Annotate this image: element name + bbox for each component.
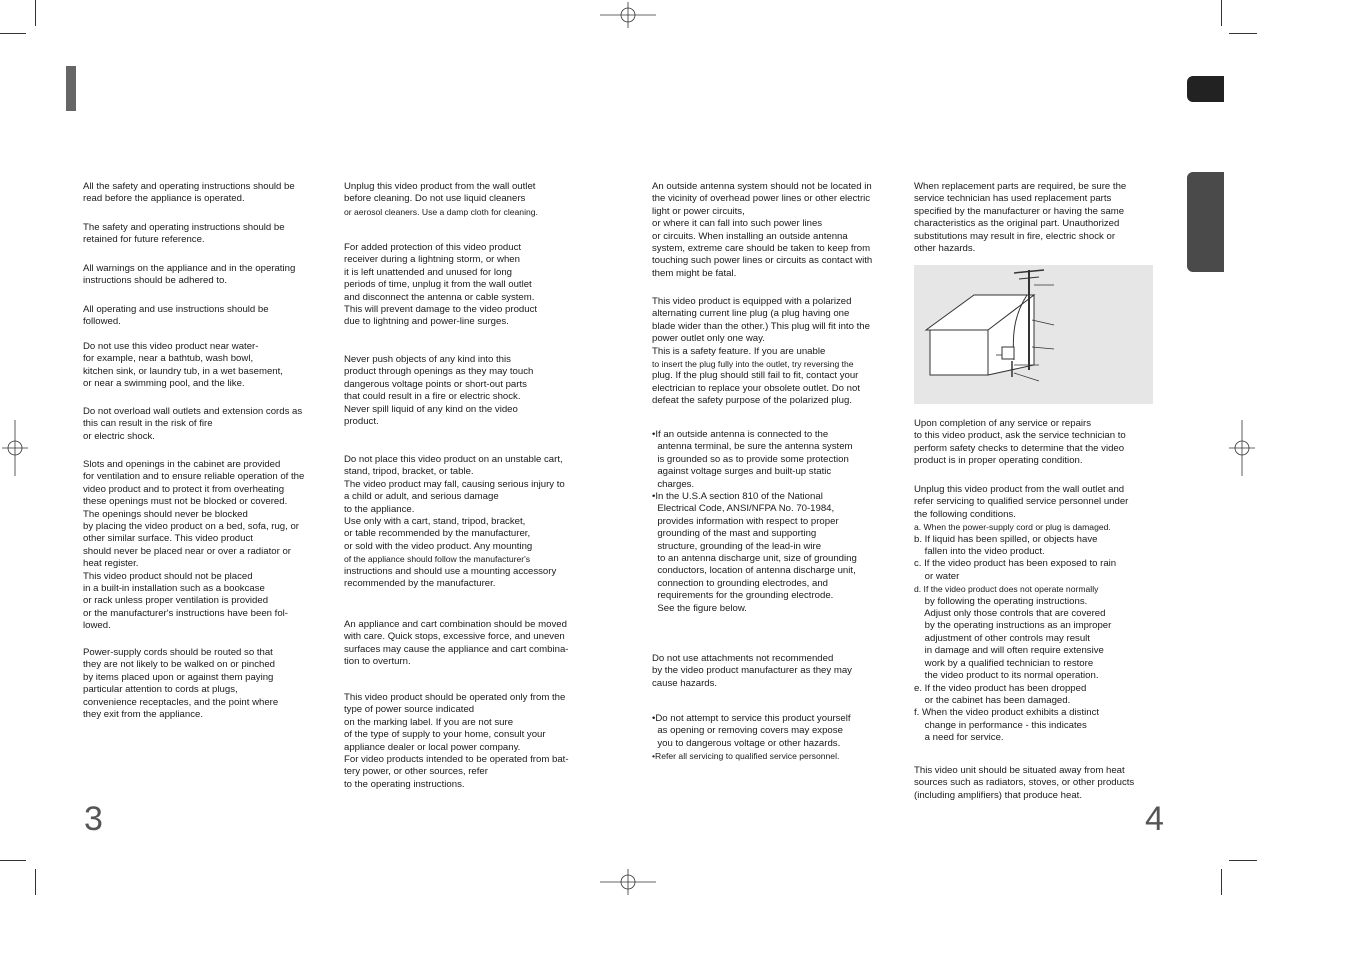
text-line: or the cabinet has been damaged.: [914, 694, 1071, 706]
text-line: or the manufacturer's instructions have been fol-: [83, 607, 289, 619]
text-line: For added protection of this video product: [344, 242, 522, 253]
text-line: in a built-in installation such as a bookcase: [83, 583, 265, 595]
text-line: followed.: [83, 316, 121, 328]
text-line: electrician to replace your obsolete outlet. Do not: [652, 382, 860, 394]
text-line: of the type of supply to your home, consult your: [344, 729, 546, 741]
section-bar: [66, 66, 76, 111]
text-line: Power-supply cords should be routed so that: [83, 647, 273, 658]
paragraph: [914, 418, 1126, 468]
text-line: is grounded so as to provide some protection: [652, 453, 849, 465]
text-line: or sold with the video product. Any mounting: [344, 540, 533, 552]
paragraph: [914, 765, 1134, 802]
registration-mark-top: [600, 2, 656, 28]
text-line: by placing the video product on a bed, sofa, rug, or: [83, 521, 299, 533]
language-tab: [1187, 172, 1224, 272]
text-line: kitchen sink, or laundry tub, in a wet basement,: [83, 365, 283, 377]
text-line: the following conditions.: [914, 508, 1016, 520]
text-line: a need for service.: [914, 732, 1004, 744]
paragraph: [83, 406, 302, 443]
text-line: conductors, location of antenna discharge unit,: [652, 565, 856, 577]
text-line: •In the U.S.A section 810 of the National: [652, 491, 823, 503]
text-line: or aerosol cleaners. Use a damp cloth for cleaning.: [344, 206, 538, 217]
crop-mark: [1229, 33, 1257, 34]
text-line: power outlet only one way.: [652, 333, 765, 345]
text-line: should never be placed near or over a radiator or: [83, 545, 291, 557]
text-line: appliance dealer or local power company.: [344, 741, 521, 753]
text-line: All operating and use instructions should be: [83, 304, 269, 315]
paragraph: [652, 653, 852, 690]
text-line: to an antenna discharge unit, size of grounding: [652, 553, 857, 565]
crop-mark: [1229, 860, 1257, 861]
text-line: Slots and openings in the cabinet are provided: [83, 459, 281, 470]
text-line: This video product should not be placed: [83, 570, 253, 582]
text-line: The video product may fall, causing serious injury to: [344, 478, 565, 490]
text-line: product is in proper operating condition.: [914, 455, 1083, 467]
text-line: plug. If the plug should still fail to fit, contact your: [652, 370, 859, 382]
text-line: An outside antenna system should not be located in: [652, 181, 872, 192]
crop-mark: [0, 33, 26, 34]
crop-mark: [1221, 0, 1222, 26]
text-line: in damage and will often require extensive: [914, 645, 1104, 657]
text-line: e. If the video product has been dropped: [914, 682, 1087, 694]
text-line: Unplug this video product from the wall outlet and: [914, 484, 1125, 495]
paragraph: [83, 341, 283, 391]
text-line: light or power circuits,: [652, 205, 745, 217]
paragraph: [344, 692, 569, 791]
paragraph: [83, 459, 304, 633]
text-line: for example, near a bathtub, wash bowl,: [83, 353, 254, 365]
text-line: refer servicing to qualified service personnel under: [914, 496, 1129, 508]
crop-mark: [35, 0, 36, 26]
registration-mark-bottom: [600, 869, 656, 895]
text-line: tion to overturn.: [344, 656, 411, 668]
text-line: a. When the power-supply cord or plug is damaged.: [914, 522, 1111, 533]
text-line: grounding of the mast and supporting: [652, 528, 817, 540]
text-line: read before the appliance is operated.: [83, 193, 245, 205]
text-line: they are not likely to be walked on or pinched: [83, 659, 275, 671]
text-line: (including amplifiers) that produce heat.: [914, 789, 1082, 801]
text-line: characteristics as the original part. Unauthorized: [914, 218, 1120, 230]
text-line: before cleaning. Do not use liquid cleaners: [344, 193, 526, 205]
paragraph: [344, 354, 533, 428]
crop-mark: [35, 869, 36, 895]
text-line: by following the operating instructions.: [914, 595, 1088, 607]
text-line: or near a swimming pool, and the like.: [83, 378, 245, 390]
page-number-left: 3: [84, 800, 103, 838]
text-line: recommended by the manufacturer.: [344, 578, 496, 590]
text-line: touching such power lines or circuits as contact with: [652, 255, 873, 267]
text-line: receiver during a lightning storm, or when: [344, 254, 520, 266]
text-line: charges.: [652, 478, 695, 490]
text-line: of the appliance should follow the manufacturer's: [344, 554, 531, 565]
text-line: blade wider than the other.) This plug will fit into the: [652, 320, 870, 332]
text-line: Never spill liquid of any kind on the video: [344, 403, 518, 415]
paragraph: [652, 296, 870, 408]
text-line: it is left unattended and unused for long: [344, 266, 513, 278]
text-line: due to lightning and power-line surges.: [344, 316, 509, 328]
text-line: •Refer all servicing to qualified service personnel.: [652, 751, 840, 762]
text-line: change in performance - this indicates: [914, 719, 1087, 731]
text-line: stand, tripod, bracket, or table.: [344, 466, 474, 478]
text-line: Electrical Code, ANSI/NFPA No. 70-1984,: [652, 503, 835, 515]
text-line: to this video product, ask the service technician to: [914, 430, 1126, 442]
text-line: This video product should be operated only from the: [344, 692, 566, 703]
text-line: This will prevent damage to the video product: [344, 304, 538, 316]
text-line: Upon completion of any service or repairs: [914, 418, 1092, 429]
antenna-grounding-figure: [914, 265, 1153, 404]
text-line: All warnings on the appliance and in the operating: [83, 263, 296, 274]
text-line: instructions should be adhered to.: [83, 275, 227, 287]
text-line: surfaces may cause the appliance and cart combina-: [344, 643, 569, 655]
text-line: antenna terminal, be sure the antenna system: [652, 441, 853, 453]
paragraph: [83, 181, 295, 206]
text-line: dangerous voltage points or short-out parts: [344, 378, 527, 390]
paragraph: [83, 222, 285, 247]
text-line: instructions and should use a mounting accessory: [344, 565, 557, 577]
text-line: An appliance and cart combination should be moved: [344, 619, 567, 630]
text-line: particular attention to cords at plugs,: [83, 684, 238, 696]
text-line: retained for future reference.: [83, 234, 205, 246]
text-line: c. If the video product has been exposed to rain: [914, 558, 1117, 570]
text-line: Do not use attachments not recommended: [652, 653, 834, 664]
registration-mark-right: [1229, 420, 1255, 476]
text-line: product through openings as they may touch: [344, 366, 534, 378]
text-line: perform safety checks to determine that the video: [914, 442, 1125, 454]
text-line: tery power, or other sources, refer: [344, 766, 488, 778]
paragraph: [83, 304, 269, 329]
text-line: This video unit should be situated away from heat: [914, 765, 1125, 776]
paragraph: [344, 181, 538, 218]
text-line: and disconnect the antenna or cable system.: [344, 291, 535, 303]
text-line: Do not overload wall outlets and extension cords as: [83, 406, 303, 417]
text-line: See the figure below.: [652, 602, 747, 614]
paragraph: [914, 484, 1128, 745]
text-line: Never push objects of any kind into this: [344, 354, 511, 365]
text-line: or water: [914, 570, 960, 582]
text-line: or rack unless proper ventilation is provided: [83, 595, 269, 607]
text-line: provides information with respect to proper: [652, 515, 839, 527]
crop-mark: [1221, 869, 1222, 895]
text-line: type of power source indicated: [344, 704, 475, 716]
paragraph: [652, 713, 851, 763]
text-line: cause hazards.: [652, 677, 718, 689]
text-line: requirements for the grounding electrode.: [652, 590, 834, 602]
text-line: substitutions may result in fire, electric shock or: [914, 230, 1116, 242]
text-line: or electric shock.: [83, 430, 155, 442]
text-line: The openings should never be blocked: [83, 508, 248, 520]
text-line: Use only with a cart, stand, tripod, bracket,: [344, 516, 526, 528]
text-line: periods of time, unplug it from the wall outlet: [344, 279, 532, 291]
text-line: other hazards.: [914, 243, 976, 255]
paragraph: [83, 263, 295, 288]
page-number-right: 4: [1145, 800, 1164, 838]
text-line: adjustment of other controls may result: [914, 632, 1090, 644]
text-line: the vicinity of overhead power lines or other electric: [652, 193, 871, 205]
text-line: or circuits. When installing an outside antenna: [652, 230, 848, 242]
text-line: structure, grounding of the lead-in wire: [652, 540, 822, 552]
text-line: to the operating instructions.: [344, 778, 465, 790]
text-line: •If an outside antenna is connected to the: [652, 429, 829, 440]
house-antenna-illustration: [914, 265, 1153, 404]
text-line: d. If the video product does not operate normally: [914, 584, 1099, 595]
text-line: When replacement parts are required, be sure the: [914, 181, 1127, 192]
registration-mark-left: [2, 420, 28, 476]
text-line: system, extreme care should be taken to keep from: [652, 243, 871, 255]
text-line: The safety and operating instructions should be: [83, 222, 285, 233]
text-line: you to dangerous voltage or other hazards.: [652, 737, 841, 749]
text-line: Do not use this video product near water-: [83, 341, 259, 352]
paragraph: [652, 181, 872, 280]
text-line: the video product to its normal operation.: [914, 670, 1099, 682]
text-line: For video products intended to be operated from bat-: [344, 754, 569, 766]
text-line: with care. Quick stops, excessive force, and uneven: [344, 631, 565, 643]
paragraph: [652, 429, 857, 615]
paragraph: [83, 647, 278, 721]
text-line: a child or adult, and serious damage: [344, 491, 499, 503]
text-line: All the safety and operating instructions should be: [83, 181, 295, 192]
text-line: alternating current line plug (a plug having one: [652, 308, 850, 320]
text-line: or table recommended by the manufacturer,: [344, 528, 531, 540]
text-line: by items placed upon or against them paying: [83, 671, 274, 683]
text-line: convenience receptacles, and the point where: [83, 696, 279, 708]
text-line: Adjust only those controls that are covered: [914, 608, 1106, 620]
paragraph: [914, 181, 1126, 255]
text-line: work by a qualified technician to restore: [914, 657, 1094, 669]
text-line: other similar surface. This video product: [83, 533, 253, 545]
text-line: lowed.: [83, 620, 111, 632]
text-line: sources such as radiators, stoves, or other products: [914, 777, 1135, 789]
paragraph: [344, 619, 569, 669]
text-line: f. When the video product exhibits a distinct: [914, 707, 1100, 719]
text-line: This is a safety feature. If you are unable: [652, 345, 826, 357]
text-line: to insert the plug fully into the outlet, try reversing the: [652, 359, 854, 370]
text-line: that could result in a fire or electric shock.: [344, 391, 521, 403]
text-line: Do not place this video product on an unstable cart,: [344, 454, 563, 465]
text-line: fallen into the video product.: [914, 546, 1045, 558]
text-line: b. If liquid has been spilled, or objects have: [914, 533, 1098, 545]
paragraph: [344, 454, 565, 590]
text-line: This video product is equipped with a polarized: [652, 296, 852, 307]
text-line: service technician has used replacement parts: [914, 193, 1112, 205]
text-line: against voltage surges and built-up static: [652, 466, 832, 478]
paragraph: [344, 242, 537, 329]
text-line: specified by the manufacturer or having the same: [914, 205, 1125, 217]
text-line: Unplug this video product from the wall outlet: [344, 181, 536, 192]
text-line: for ventilation and to ensure reliable operation of the: [83, 471, 305, 483]
text-line: them might be fatal.: [652, 267, 737, 279]
text-line: as opening or removing covers may expose: [652, 725, 843, 737]
chapter-tab: [1187, 76, 1224, 102]
text-line: product.: [344, 416, 379, 428]
text-line: by the video product manufacturer as they may: [652, 665, 852, 677]
text-line: they exit from the appliance.: [83, 709, 203, 721]
text-line: •Do not attempt to service this product yourself: [652, 713, 851, 724]
text-line: or where it can fall into such power lines: [652, 218, 823, 230]
text-line: heat register.: [83, 558, 139, 570]
text-line: video product and to protect it from overheating: [83, 483, 285, 495]
text-line: by the operating instructions as an improper: [914, 620, 1112, 632]
text-line: to the appliance.: [344, 503, 415, 515]
text-line: on the marking label. If you are not sure: [344, 716, 514, 728]
text-line: this can result in the risk of fire: [83, 418, 213, 430]
text-line: these openings must not be blocked or covered.: [83, 496, 288, 508]
text-line: connection to grounding electrodes, and: [652, 577, 829, 589]
text-line: defeat the safety purpose of the polarized plug.: [652, 395, 853, 407]
crop-mark: [0, 860, 26, 861]
